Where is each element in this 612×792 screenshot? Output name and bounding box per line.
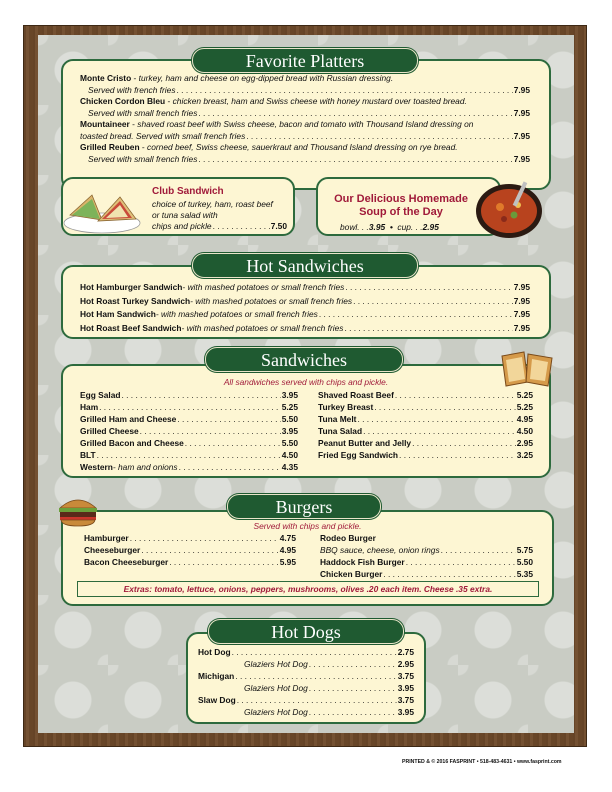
item-name: Tuna Melt — [318, 414, 357, 424]
hot-dog-row — [198, 695, 414, 706]
sandwich-row — [318, 390, 533, 401]
item-price: 4.35 — [281, 462, 298, 472]
item-name: Served with small french fries — [88, 154, 198, 164]
item-name: Glaziers Hot Dog — [244, 707, 308, 717]
sandwich-row — [80, 438, 298, 449]
item-desc: - with mashed potatoes or small french fries — [190, 295, 353, 306]
item-name: Cheeseburger — [84, 545, 141, 555]
item-price: 4.75 — [279, 533, 296, 543]
item-name: Tuna Salad — [318, 426, 363, 436]
platter-name: Grilled Reuben — [80, 142, 140, 152]
hot-sandwich-row — [80, 296, 530, 307]
item-name: Slaw Dog — [198, 695, 236, 705]
platter-desc: chicken breast, ham and Swiss cheese with honey mustard over toasted bread. — [172, 96, 467, 106]
hot-sandwiches-banner: Hot Sandwiches — [192, 253, 418, 278]
soup-image — [474, 177, 544, 239]
soup-cup-price: 2.95 — [422, 222, 439, 232]
platter-name: Monte Cristo — [80, 73, 132, 83]
platter-serving-row — [88, 108, 530, 119]
sandwiches-note: All sandwiches served with chips and pickle. — [223, 377, 389, 387]
item-name: Turkey Breast — [318, 402, 374, 412]
item-desc: - with mashed potatoes or small french fries — [182, 282, 345, 292]
sandwich-row — [80, 390, 298, 401]
item-name: Glaziers Hot Dog — [244, 683, 308, 693]
rodeo-burger-name: Rodeo Burger — [320, 533, 376, 543]
platter-desc: turkey, ham and cheese on egg-dipped bread with Russian dressing. — [138, 73, 394, 83]
item-price: 7.95 — [513, 322, 530, 333]
item-price: 3.95 — [397, 683, 414, 693]
item-price: 5.35 — [516, 569, 533, 579]
burger-row — [84, 557, 296, 568]
item-name: Bacon Cheeseburger — [84, 557, 169, 567]
sandwich-row — [318, 426, 533, 437]
item-name: Michigan — [198, 671, 235, 681]
rodeo-burger-row — [320, 545, 533, 556]
item-name: Hamburger — [84, 533, 129, 543]
item-name: Peanut Butter and Jelly — [318, 438, 412, 448]
item-price: 7.95 — [513, 154, 530, 164]
hot-dog-sub-row — [244, 683, 414, 694]
hot-dog-sub-row — [244, 659, 414, 670]
platter-desc: corned beef, Swiss cheese, sauerkraut and Thousand Island dressing on rye bread. — [147, 142, 458, 152]
item-price: 3.75 — [397, 671, 414, 681]
item-price: 7.95 — [513, 108, 530, 118]
item-price: 5.95 — [279, 557, 296, 567]
item-price: 5.25 — [516, 390, 533, 400]
item-name: Grilled Cheese — [80, 426, 139, 436]
club-sandwich-desc-line1: choice of turkey, ham, roast beef — [152, 199, 273, 209]
item-name: Hot Roast Turkey Sandwich — [80, 295, 191, 306]
burger-row — [84, 545, 296, 556]
burgers-note: Served with chips and pickle. — [253, 521, 362, 531]
item-name: Western — [80, 462, 113, 472]
item-price: 4.95 — [279, 545, 296, 555]
burger-row — [84, 533, 296, 544]
platter-name: Chicken Cordon Bleu — [80, 96, 166, 106]
item-name: Hot Ham Sandwich — [80, 309, 156, 319]
item-name: Grilled Ham and Cheese — [80, 414, 177, 424]
sandwich-row — [80, 462, 298, 473]
item-price: 5.50 — [516, 557, 533, 567]
item-name: BBQ sauce, cheese, onion rings — [320, 545, 440, 555]
item-price: 7.95 — [513, 85, 530, 95]
item-name: Chicken Burger — [320, 569, 383, 579]
item-price: 5.75 — [516, 545, 533, 555]
platter-row: Grilled Reuben - corned beef, Swiss cheese, sauerkraut and Thousand Island dressing on rye bread. — [80, 142, 458, 152]
platter-row: Mountaineer - shaved roast beef with Swiss cheese, bacon and tomato with Thousand Island dressing on — [80, 119, 474, 129]
item-price: 2.75 — [397, 647, 414, 657]
burger-row — [320, 557, 533, 568]
club-sandwich-title: Club Sandwich — [152, 186, 224, 197]
item-name: Hot Roast Beef Sandwich — [80, 322, 182, 333]
soup-title-line2: Soup of the Day — [359, 206, 443, 218]
hot-dogs-banner: Hot Dogs — [208, 619, 404, 644]
item-price: 7.95 — [513, 309, 530, 319]
item-name: Served with french fries — [88, 85, 176, 95]
item-price: 3.95 — [397, 707, 414, 717]
hot-sandwich-row — [80, 323, 530, 334]
item-price: 7.95 — [513, 295, 530, 306]
sandwich-row — [80, 402, 298, 413]
item-price: 5.25 — [516, 402, 533, 412]
hot-sandwich-row — [80, 309, 530, 320]
item-price: 5.50 — [281, 438, 298, 448]
club-sandwich-desc-line2: or tuna salad with — [152, 210, 218, 220]
item-price: 2.95 — [516, 438, 533, 448]
item-price: 7.95 — [513, 282, 530, 292]
item-price: 3.75 — [397, 695, 414, 705]
item-name: Ham — [80, 402, 99, 412]
item-price: 3.25 — [516, 450, 533, 460]
platter-row: Monte Cristo - turkey, ham and cheese on egg-dipped bread with Russian dressing. — [80, 73, 394, 83]
platter-name: Mountaineer — [80, 119, 130, 129]
hot-dog-row — [198, 647, 414, 658]
item-name: Shaved Roast Beef — [318, 390, 394, 400]
item-name: Fried Egg Sandwich — [318, 450, 399, 460]
sandwich-row — [318, 402, 533, 413]
item-desc: - with mashed potatoes or small french fries — [181, 322, 344, 333]
sandwich-row — [318, 450, 533, 461]
sandwich-row — [80, 414, 298, 425]
item-price: 4.50 — [281, 450, 298, 460]
platter-serving-row — [88, 154, 530, 165]
item-price: 2.95 — [397, 659, 414, 669]
sandwich-row — [318, 414, 533, 425]
burgers-banner: Burgers — [227, 494, 381, 519]
item-price: 4.95 — [516, 414, 533, 424]
platter-serving-row — [88, 85, 530, 96]
sandwich-row — [80, 426, 298, 437]
printer-credit: PRINTED & © 2016 FASPRINT • 518-483-4631 • www.fasprint.com — [402, 759, 562, 765]
sandwich-row — [80, 450, 298, 461]
soup-prices: bowl. . .3.95 • cup. . .2.95 — [340, 222, 439, 232]
item-name: toasted bread. Served with small french fries — [80, 131, 246, 141]
item-price: 7.95 — [513, 131, 530, 141]
item-name: Haddock Fish Burger — [320, 557, 405, 567]
burgers-extras: Extras: tomato, lettuce, onions, peppers, mushrooms, olives .20 each item. Cheese .35 extra. — [123, 584, 493, 594]
item-name: BLT — [80, 450, 96, 460]
hot-dog-sub-row — [244, 707, 414, 718]
item-desc: - with mashed potatoes or small french fries — [155, 309, 318, 319]
item-name: Grilled Bacon and Cheese — [80, 438, 184, 448]
item-name: Served with small french fries — [88, 108, 198, 118]
item-name: Hot Hamburger Sandwich — [80, 282, 183, 292]
burger-row — [320, 569, 533, 580]
soup-title-line1: Our Delicious Homemade — [334, 193, 468, 205]
club-sandwich-price: 7.50 — [270, 221, 287, 231]
item-price: 5.25 — [281, 402, 298, 412]
platter-serving-row — [80, 131, 530, 142]
hot-dog-row — [198, 671, 414, 682]
item-desc: - ham and onions — [112, 462, 178, 472]
club-sandwich-image — [62, 185, 142, 235]
item-name: Egg Salad — [80, 390, 121, 400]
item-price: 5.50 — [281, 414, 298, 424]
club-sandwich-desc-line3: chips and pickle . . . 7.50 — [152, 221, 287, 232]
hot-sandwich-row — [80, 282, 530, 293]
favorite-platters-banner: Favorite Platters — [192, 48, 418, 73]
sandwich-row — [318, 438, 533, 449]
item-price: 4.50 — [516, 426, 533, 436]
item-name: Glaziers Hot Dog — [244, 659, 308, 669]
platter-row: Chicken Cordon Bleu - chicken breast, ham and Swiss cheese with honey mustard over toasted bread. — [80, 96, 467, 106]
item-price: 3.95 — [281, 426, 298, 436]
item-name: Hot Dog — [198, 647, 231, 657]
sandwiches-banner: Sandwiches — [205, 347, 403, 372]
platter-desc: shaved roast beef with Swiss cheese, bacon and tomato with Thousand Island dressing on — [137, 119, 474, 129]
item-price: 3.95 — [281, 390, 298, 400]
soup-bowl-price: 3.95 — [368, 222, 386, 232]
